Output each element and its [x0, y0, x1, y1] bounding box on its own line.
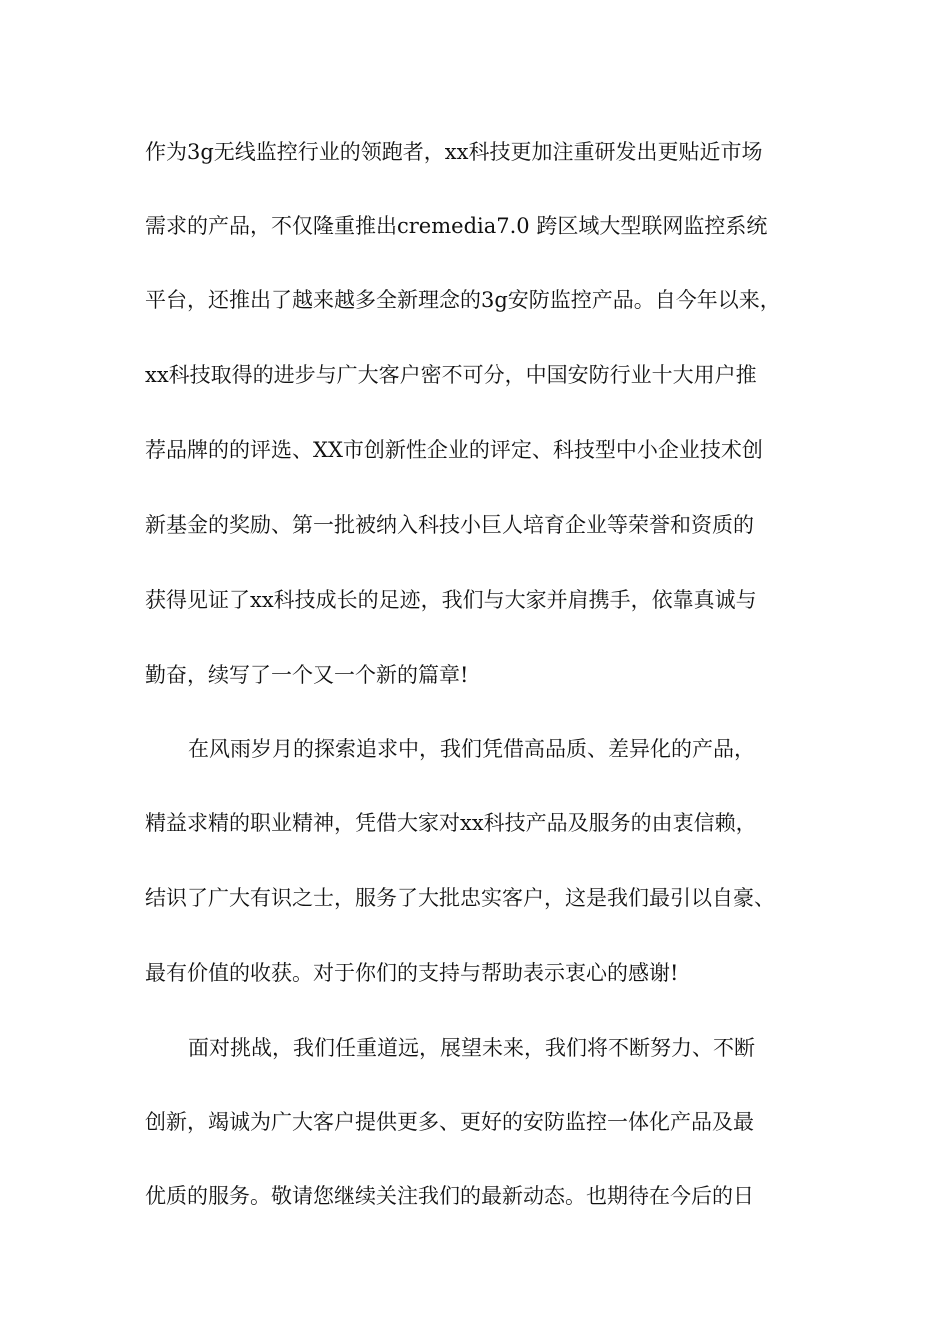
text-line: 作为3g无线监控行业的领跑者，xx科技更加注重研发出更贴近市场 [145, 140, 763, 164]
text-line: 获得见证了xx科技成长的足迹，我们与大家并肩携手，依靠真诚与 [145, 588, 757, 612]
text-line: 精益求精的职业精神，凭借大家对xx科技产品及服务的由衷信赖， [145, 811, 757, 835]
text-line: 创新，竭诚为广大客户提供更多、更好的安防监控一体化产品及最 [145, 1110, 754, 1134]
text-line: 结识了广大有识之士，服务了大批忠实客户，这是我们最引以自豪、 [145, 886, 775, 910]
paragraph-first-line: 面对挑战，我们任重道远，展望未来，我们将不断努力、不断 [188, 1036, 755, 1060]
text-line: 最有价值的收获。对于你们的支持与帮助表示衷心的感谢! [145, 961, 679, 985]
text-line: 优质的服务。敬请您继续关注我们的最新动态。也期待在今后的日 [145, 1184, 754, 1208]
paragraph-first-line: 在风雨岁月的探索追求中，我们凭借高品质、差异化的产品， [188, 737, 755, 761]
text-line: 平台，还推出了越来越多全新理念的3g安防监控产品。自今年以来， [145, 288, 781, 312]
text-line: xx科技取得的进步与广大客户密不可分，中国安防行业十大用户推 [145, 363, 757, 387]
text-line: 新基金的奖励、第一批被纳入科技小巨人培育企业等荣誉和资质的 [145, 513, 754, 537]
text-line: 勤奋，续写了一个又一个新的篇章! [145, 663, 469, 687]
text-line: 需求的产品，不仅隆重推出cremedia7.0 跨区域大型联网监控系统 [145, 214, 768, 238]
text-line: 荐品牌的的评选、XX市创新性企业的评定、科技型中小企业技术创 [145, 438, 763, 462]
